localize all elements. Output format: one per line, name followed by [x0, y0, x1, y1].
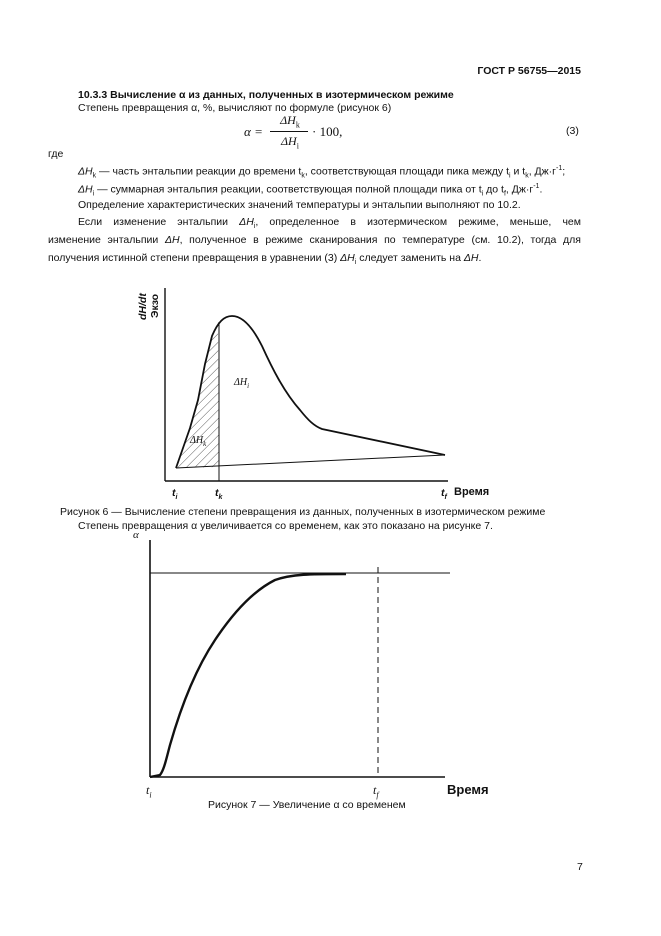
fig7-xlabel: Время: [447, 782, 489, 797]
fig7-ylabel: α: [133, 529, 139, 541]
where-label: где: [48, 148, 64, 160]
paragraph-characteristics: Определение характеристических значений температуры и энтальпии выполняют по 10.2.: [78, 199, 521, 211]
fig7-tick-ti: $t_i$: [146, 783, 152, 800]
fig6-xlabel: Время: [454, 486, 490, 498]
formula-lhs: α =: [244, 124, 263, 139]
section-title: 10.3.3 Вычисление α из данных, полученных в изотермическом режиме: [78, 89, 454, 101]
fig6-caption: Рисунок 6 — Вычисление степени превращения из данных, полученных в изотермическом режиме: [60, 506, 546, 518]
fig7-alpha-curve: [150, 574, 346, 777]
fig6-ylabel-exo: Экзо: [149, 293, 161, 318]
intro-text: Степень превращения α, %, вычисляют по формуле (рисунок 6): [78, 102, 392, 114]
fig7-tick-tf: $t_f$: [373, 783, 379, 800]
fig7-caption: Рисунок 7 — Увеличение α со временем: [208, 799, 406, 811]
formula-tail: · 100,: [312, 124, 343, 139]
definition-dhi: $\Delta H_i$ — суммарная энтальпия реакции, соответствующая полной площади пика от $t_i$ до $t_f$, $Дж\cdot г^{-1}$.: [78, 183, 543, 198]
paragraph-alpha-increase: Степень превращения α увеличивается со временем, как это показано на рисунке 7.: [78, 520, 493, 532]
fig6-area-part-label: $\Delta H_k$: [190, 435, 207, 448]
fig6-tick-tk: $t_k$: [215, 487, 223, 502]
fig6-area-total-label: $\Delta H_i$: [234, 377, 250, 390]
formula-denominator: $\Delta H_i$: [281, 134, 299, 151]
definition-dhk: $\Delta H_k$ — часть энтальпии реакции до времени $t_k$, соответствующая площади пика между $t_i$ и $t_k$, $Дж\cdot г^{-1}$;: [78, 165, 566, 180]
formula-numerator: $\Delta H_k$: [280, 113, 300, 130]
fig6-tick-tf: $t_f$: [441, 487, 447, 502]
fig6-ylabel-dhdt: dH/dt: [137, 293, 149, 320]
paragraph-enthalpy-line1: Если изменение энтальпии $\Delta H_i$, определенное в изотермическом режиме, меньше, чем: [78, 216, 581, 231]
fig6-tick-ti: $t_i$: [172, 487, 178, 502]
paragraph-enthalpy-line3: получения истинной степени превращения в уравнении (3) $\Delta H_i$ следует заменить на ΔH.: [48, 252, 482, 267]
paragraph-enthalpy-line2: изменение энтальпии ΔH, полученное в режиме сканирования по температуре (см. 10.2), тогда для: [48, 234, 581, 246]
formula-number: (3): [566, 125, 579, 137]
page-number: 7: [577, 861, 583, 873]
standard-number: ГОСТ Р 56755—2015: [477, 65, 581, 77]
